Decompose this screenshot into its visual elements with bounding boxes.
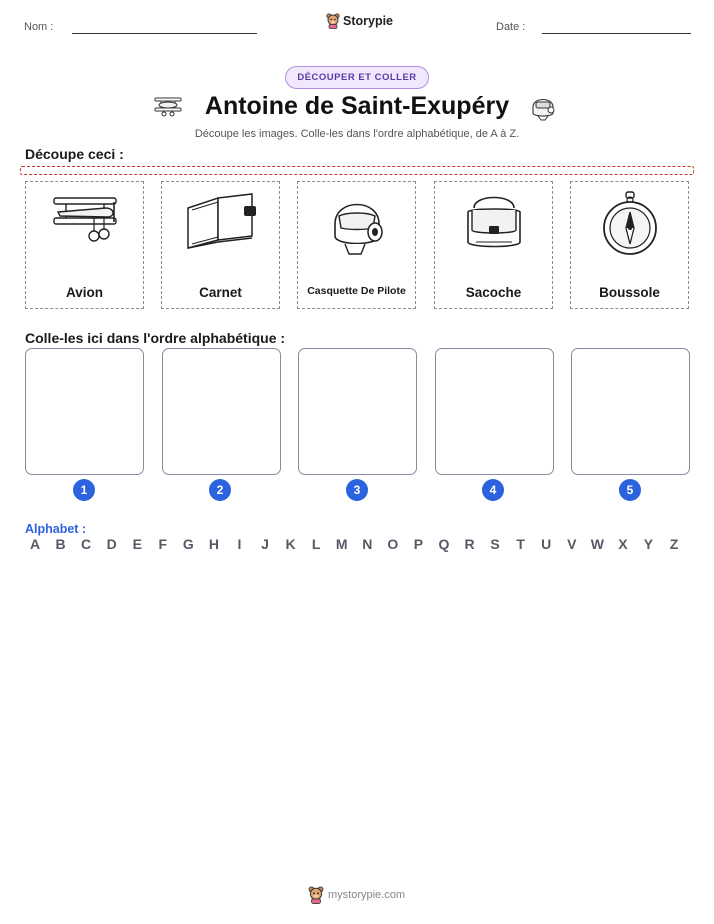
cutout-card-carnet[interactable] bbox=[161, 181, 280, 309]
airplane-icon bbox=[50, 190, 120, 246]
alphabet-row bbox=[25, 536, 689, 556]
alphabet-letter: S bbox=[490, 536, 500, 552]
bear-mascot-icon bbox=[326, 13, 340, 29]
alphabet-letter: W bbox=[590, 536, 604, 552]
page-title: Antoine de Saint-Exupéry bbox=[204, 92, 510, 120]
alphabet-letter: E bbox=[132, 536, 142, 552]
alphabet-letter: B bbox=[55, 536, 66, 552]
activity-badge: DÉCOUPER ET COLLER bbox=[285, 66, 429, 89]
paste-box-4[interactable] bbox=[435, 348, 554, 475]
card-label: Sacoche bbox=[465, 285, 522, 300]
brand-logo bbox=[326, 13, 393, 29]
name-line[interactable] bbox=[72, 33, 257, 34]
alphabet-letter: M bbox=[335, 536, 348, 552]
paste-box-3[interactable] bbox=[298, 348, 417, 475]
name-label: Nom : bbox=[24, 21, 54, 33]
card-label: Boussole bbox=[599, 285, 660, 300]
alphabet-letter: Y bbox=[643, 536, 654, 552]
card-label: Casquette De Pilote bbox=[307, 285, 406, 297]
satchel-icon bbox=[462, 190, 526, 252]
order-number-badge: 4 bbox=[482, 479, 504, 501]
paste-box-1[interactable] bbox=[25, 348, 144, 475]
cutout-card-avion[interactable] bbox=[25, 181, 144, 309]
cut-section-label: Découpe ceci : bbox=[25, 146, 124, 162]
card-label: Avion bbox=[66, 285, 103, 300]
cut-dashed-line bbox=[20, 166, 694, 175]
alphabet-letter: O bbox=[387, 536, 399, 552]
cutout-cards bbox=[25, 181, 690, 309]
paste-section-label: Colle-les ici dans l'ordre alphabétique : bbox=[25, 330, 286, 346]
bear-mascot-icon bbox=[308, 886, 324, 904]
alphabet-letter: Q bbox=[438, 536, 450, 552]
alphabet-letter: P bbox=[413, 536, 424, 552]
alphabet-letter: U bbox=[541, 536, 552, 552]
pilot-helmet-icon bbox=[529, 91, 557, 121]
cutout-card-casquette[interactable] bbox=[297, 181, 416, 309]
cutout-card-sacoche[interactable] bbox=[434, 181, 553, 309]
order-number-badge: 3 bbox=[346, 479, 368, 501]
alphabet-letter: J bbox=[261, 536, 269, 552]
paste-box-5[interactable] bbox=[571, 348, 690, 475]
alphabet-letter: H bbox=[208, 536, 219, 552]
alphabet-letter: D bbox=[106, 536, 117, 552]
date-label: Date : bbox=[496, 21, 526, 33]
date-line[interactable] bbox=[542, 33, 691, 34]
alphabet-letter: Z bbox=[669, 536, 679, 552]
brand-name: Storypie bbox=[343, 14, 394, 28]
alphabet-letter: T bbox=[516, 536, 525, 552]
cutout-card-boussole[interactable] bbox=[570, 181, 689, 309]
alphabet-letter: G bbox=[182, 536, 194, 552]
alphabet-letter: X bbox=[618, 536, 628, 552]
alphabet-letter: I bbox=[237, 536, 242, 552]
notebook-icon bbox=[184, 190, 258, 250]
alphabet-letter: R bbox=[464, 536, 475, 552]
alphabet-letter: A bbox=[29, 536, 41, 552]
alphabet-letter: L bbox=[311, 536, 321, 552]
card-label: Carnet bbox=[199, 285, 242, 300]
alphabet-letter: V bbox=[567, 536, 577, 552]
instructions: Découpe les images. Colle-les dans l'ordre alphabétique, de A à Z. bbox=[194, 128, 520, 140]
order-number-badge: 2 bbox=[209, 479, 231, 501]
alphabet-letter: C bbox=[81, 536, 92, 552]
alphabet-letter: K bbox=[285, 536, 296, 552]
alphabet-letter: N bbox=[362, 536, 373, 552]
paste-box-2[interactable] bbox=[162, 348, 281, 475]
order-number-badge: 1 bbox=[73, 479, 95, 501]
footer bbox=[308, 886, 405, 904]
pilot-helmet-icon bbox=[327, 190, 387, 258]
alphabet-label: Alphabet : bbox=[25, 522, 87, 536]
alphabet-letter: F bbox=[158, 536, 168, 552]
order-number-badge: 5 bbox=[619, 479, 641, 501]
footer-url[interactable]: mystorypie.com bbox=[328, 889, 406, 901]
paste-area bbox=[25, 348, 690, 508]
compass-icon bbox=[600, 190, 660, 256]
